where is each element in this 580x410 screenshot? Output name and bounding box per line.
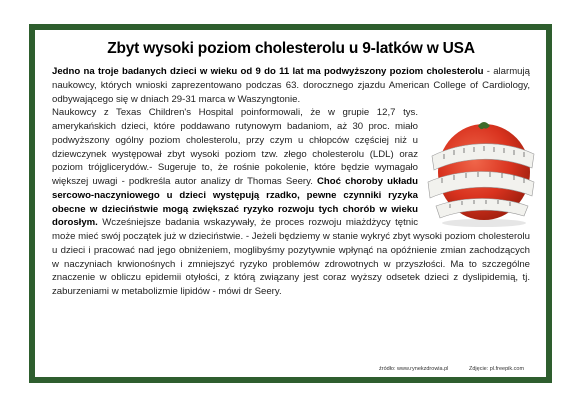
paragraph-main: [52, 106, 530, 299]
paragraph-intro: [52, 65, 530, 106]
document-frame: [29, 24, 552, 383]
main-text-bold: Choć choroby układu sercowo-naczyniowego u dzieci występują rzadko, pewne czynniki ryzyka obecne w dzieciństwie mogą zwiększać ryzyko rozwoju tych chorób w wieku dorosłym.: [52, 176, 418, 229]
tomato-measuring-tape-icon: [424, 110, 536, 228]
intro-rest: - alarmują naukowcy, których wnioski zaprezentowano podczas 63. dorocznego zjazdu American College of Cardiology, odbywającego się w dniach 29-31 marca w Waszyngtonie.: [52, 66, 530, 105]
main-text-a: Naukowcy z Texas Children's Hospital poinformowali, że w grupie 12,7 tys. amerykańskich dzieci, które poddawano rutynowym badaniom, aż 30 proc. miało podwyższony ogólny poziom cholesterolu, przy czym u chłopców częściej niż u dziewczynek występował zbyt wysoki poziom tzw. złego cholesterolu (LDL) oraz poziom trójglicerydów.- Sugeruje to, że rośnie pokolenie, które będzie wymagało większej uwagi - podkreśla autor analizy dr Thomas Seery.: [52, 107, 418, 187]
image-credit: Zdjęcie: pl.freepik.com: [469, 366, 525, 372]
main-text-b: Wcześniejsze badania wskazywały, że proces rozwoju miażdżycy tętnic może mieć swój początek już w dzieciństwie. - Jeżeli będziemy w stanie wykryć zbyt wysoki poziom cholesterolu u dzieci i pracować nad jego obniżeniem, moglibyśmy pozytywnie wpłynąć na opóźnienie zmian zachodzących w naczyniach krwionośnych i zmniejszyć ryzyko problemów zdrowotnych w przyszłości. Ma to szczególne znaczenie w obliczu epidemii otyłości, z którą związany jest coraz wyższy odsetek dzieci z dyslipidemią, tj. zaburzeniami w metabolizmie lipidów - mówi dr Seery.: [52, 217, 530, 297]
intro-lead: Jedno na troje badanych dzieci w wieku od 9 do 11 lat ma podwyższony poziom cholesterolu: [52, 66, 484, 77]
page-title: Zbyt wysoki poziom cholesterolu u 9-latków w USA: [107, 40, 475, 57]
source-note: źródło: www.rynekzdrowia.pl: [379, 366, 449, 372]
article-text: [52, 65, 530, 299]
document-body: [35, 30, 546, 377]
